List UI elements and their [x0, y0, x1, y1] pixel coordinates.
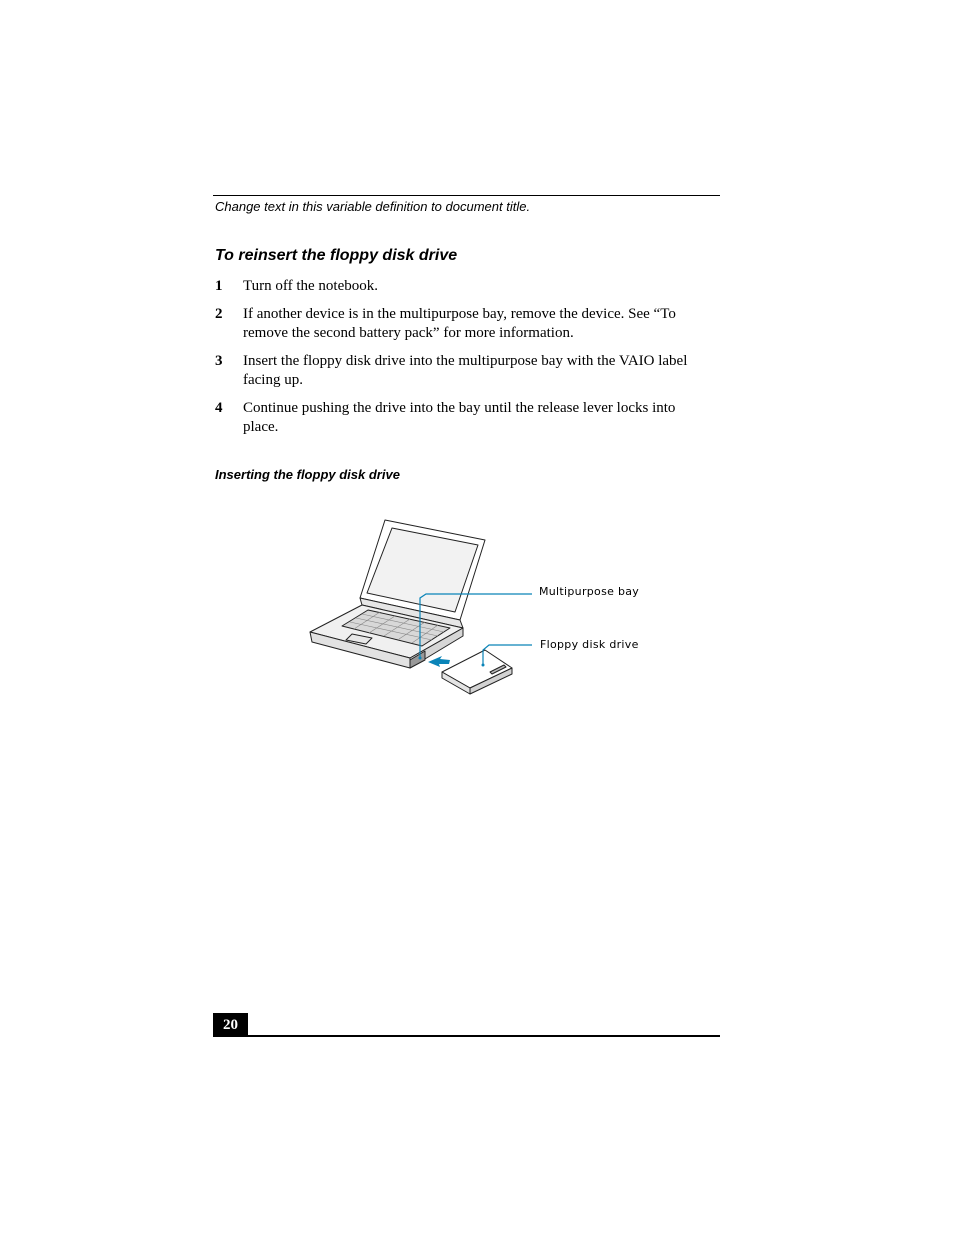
step-number: 2 [215, 306, 223, 322]
step-number: 1 [215, 278, 223, 294]
list-item [215, 399, 710, 437]
section-title: To reinsert the floppy disk drive [215, 247, 458, 264]
list-item [215, 352, 710, 390]
step-text: Turn off the notebook. [243, 278, 378, 294]
figure-caption: Inserting the floppy disk drive [215, 467, 400, 482]
steps-list [215, 277, 710, 446]
running-header: Change text in this variable definition to document title. [215, 199, 531, 214]
figure-illustration [300, 510, 660, 710]
header-rule [213, 195, 720, 196]
step-number: 4 [215, 400, 223, 416]
step-number: 3 [215, 353, 223, 369]
laptop-illustration [300, 510, 660, 710]
page-number: 20 [213, 1013, 248, 1037]
callout-floppy-disk-drive: Floppy disk drive [540, 638, 639, 651]
step-text: Insert the floppy disk drive into the multipurpose bay with the VAIO label facing up. [243, 353, 688, 388]
list-item [215, 305, 710, 343]
step-text: If another device is in the multipurpose bay, remove the device. See “To remove the second battery pack” for more information. [243, 306, 676, 341]
step-text: Continue pushing the drive into the bay until the release lever locks into place. [243, 400, 676, 435]
list-item [215, 277, 710, 296]
footer-rule [213, 1035, 720, 1037]
callout-multipurpose-bay: Multipurpose bay [539, 585, 640, 598]
